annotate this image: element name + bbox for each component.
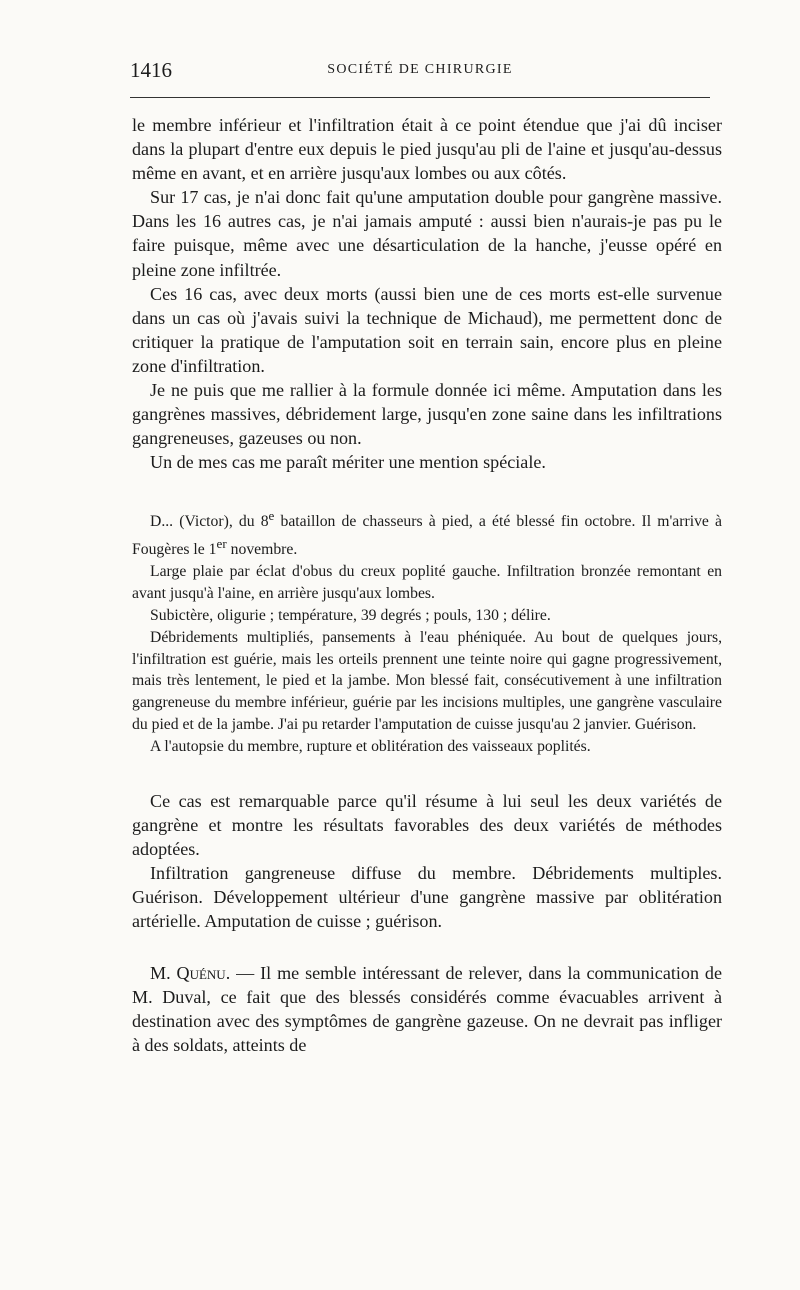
speaker-name: M. Quénu.	[150, 963, 231, 984]
observation-wound: Large plaie par éclat d'obus du creux poplité gauche. Infiltration bronzée remontant en avant jusqu'à l'aine, en arrière jusqu'aux lombes.	[132, 563, 722, 603]
paragraph-remarkable-case: Ce cas est remarquable parce qu'il résume à lui seul les deux variétés de gangrène et montre les résultats favorables des deux variétés de méthodes adoptées.	[132, 790, 722, 859]
header-rule	[130, 97, 710, 98]
paragraph-formula: Je ne puis que me rallier à la formule donnée ici même. Amputation dans les gangrènes massives, débridement large, jusqu'en zone saine dans les infiltrations gangreneuses, gazeuses ou non.	[132, 380, 722, 449]
page-header	[130, 58, 710, 84]
page-number: 1416	[130, 58, 172, 82]
paragraph-special-case: Un de mes cas me paraît mériter une mention spéciale.	[150, 452, 546, 473]
continuation-paragraph: le membre inférieur et l'infiltration était à ce point étendue que j'ai dû inciser dans la plupart d'entre eux depuis le pied jusqu'au pli de l'aine et jusqu'au-dessus même en avant, et en arrière jusqu'aux lombes ou aux côtés.	[132, 115, 722, 184]
paragraph-quenu: M. Quénu. — Il me semble intéressant de relever, dans la communication de M. Duval, ce fait que des blessés considérés comme évacuables arrivent à destination avec des symptômes de gangrène gazeuse. On ne devrait pas infliger à des soldats, atteints de	[132, 963, 722, 1056]
running-title: SOCIÉTÉ DE CHIRURGIE	[327, 62, 513, 77]
observation-intro: D... (Victor), du 8e bataillon de chasseurs à pied, a été blessé fin octobre. Il m'arrive à Fougères le 1er novembre.	[132, 508, 722, 559]
observation-symptoms: Subictère, oligurie ; température, 39 degrés ; pouls, 130 ; délire.	[150, 607, 551, 625]
observation-autopsy: A l'autopsie du membre, rupture et oblitération des vaisseaux poplités.	[150, 737, 591, 755]
observation-treatment: Débridements multipliés, pansements à l'eau phéniquée. Au bout de quelques jours, l'infiltration est guérie, mais les orteils prennent une teinte noire qui gagne progressivement, mais très lentement, le pied et la jambe. Mon blessé fait, consécutivement à une infiltration gangreneuse du membre inférieur, guérie par les incisions multiples, une gangrène vasculaire du pied et de la jambe. J'ai pu retarder l'amputation de cuisse jusqu'au 2 janvier. Guérison.	[132, 628, 722, 734]
paragraph-amputation-count: Sur 17 cas, je n'ai donc fait qu'une amputation double pour gangrène massive. Dans les 16 autres cas, je n'ai jamais amputé : aussi bien n'aurais-je pas pu le faire puisque, même avec une désarticulation de la hanche, j'eusse opéré en pleine zone infiltrée.	[132, 187, 722, 280]
paragraph-summary: Infiltration gangreneuse diffuse du membre. Débridements multiples. Guérison. Développement ultérieur d'une gangrène massive par oblitération artérielle. Amputation de cuisse ; guérison.	[132, 862, 722, 932]
observation-block	[132, 505, 722, 757]
page-body	[132, 113, 722, 1058]
paragraph-sixteen-cases: Ces 16 cas, avec deux morts (aussi bien une de ces morts est-elle survenue dans un cas où j'avais suivi la technique de Michaud), me permettent donc de critiquer la pratique de l'amputation soit en terrain sain, encore plus en pleine zone d'infiltration.	[132, 283, 722, 376]
